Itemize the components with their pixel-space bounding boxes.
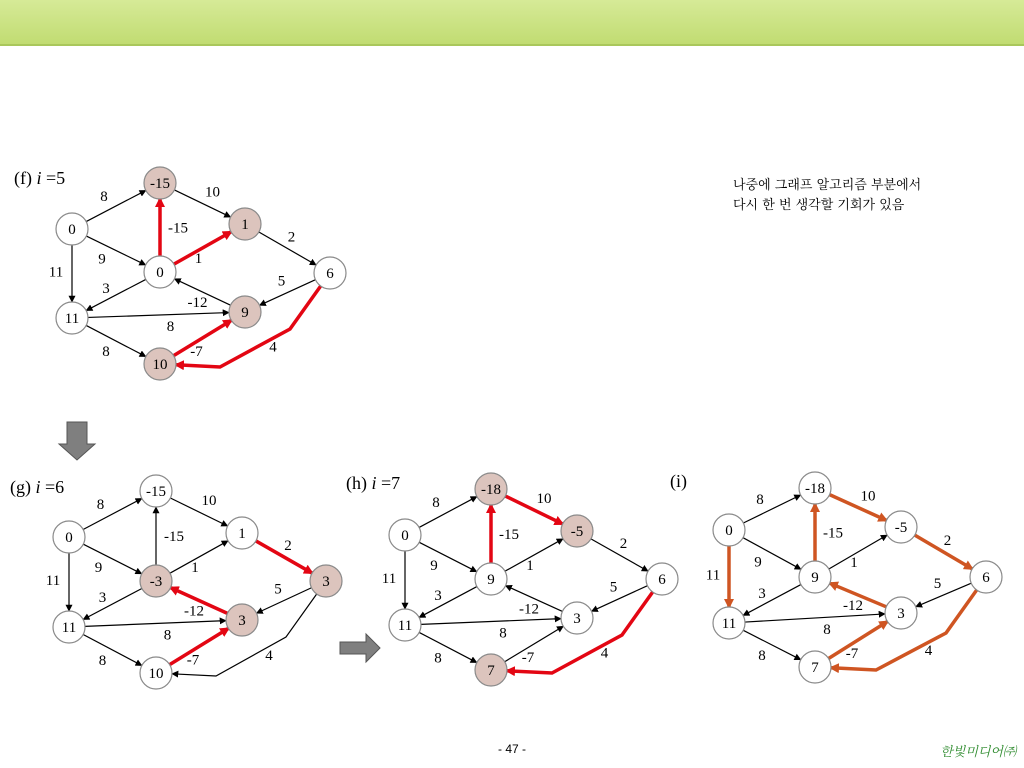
node-value: 11 [64,311,80,327]
graph-node [56,302,88,334]
down-arrow-icon [59,422,95,460]
node-value: 10 [148,666,164,682]
edge-weight: 1 [526,558,534,574]
edge-weight: -15 [823,525,843,542]
node-value: 10 [152,357,168,373]
graph-edge [170,498,227,526]
graph-edge [419,587,477,618]
node-value: -18 [481,482,501,498]
edge-weight: 11 [48,264,64,281]
edge-weight: 10 [201,493,217,509]
edge-weight: 9 [754,554,762,571]
edge-weight: 1 [191,560,199,576]
graph-node [53,521,85,553]
edge-weight: -12 [184,603,204,620]
node-value: 7 [811,660,819,676]
edge-weight: -7 [845,646,859,662]
node-value: -15 [150,176,170,192]
graph-node [885,511,917,543]
graph-node [713,607,745,639]
note-line-2: 다시 한 번 생각할 기회가 있음 [733,198,905,213]
edge-weight: 5 [277,273,286,290]
graph-node [646,563,678,595]
graph-node [885,597,917,629]
edge-weight: 8 [98,653,107,669]
graph-edge [85,621,226,627]
edge-weight: 10 [860,488,876,505]
edge-weight: 8 [499,625,507,642]
graph-node [475,473,507,505]
graph-edge [745,614,885,622]
edge-weight: 8 [163,627,172,644]
edge-weight: 3 [98,590,107,606]
graph-node [140,475,172,507]
path-edge [505,496,562,524]
edge-weight: 1 [194,251,203,267]
graph-node [389,519,421,551]
edge-weight: 3 [434,588,442,604]
graph-node [140,565,172,597]
graph-edge [86,190,146,221]
edge-weight: 8 [434,650,442,667]
edge-weight: 8 [96,497,105,513]
panel-h [346,473,678,686]
edge-weight: 4 [269,339,277,356]
edge-weight: -12 [519,601,539,618]
panel-label: (f) i =5 [14,168,66,188]
graph-node [310,565,342,597]
node-value: 0 [401,528,409,544]
node-value: 1 [241,217,249,233]
edge-weight: 1 [850,555,858,571]
edge-weight: 8 [756,492,764,508]
graph-edge [83,544,141,574]
graph-node [226,517,258,549]
node-value: 6 [326,266,334,282]
graph-edge [83,588,142,619]
graph-node [389,609,421,641]
page-number: - 47 - [497,742,526,756]
node-value: 0 [68,222,76,238]
edge-weight: 11 [45,573,61,589]
graph-edge [174,190,230,217]
node-value: 7 [487,663,495,679]
graph-edge [505,539,563,571]
panel-label: (h) i =7 [346,473,401,493]
graph-edge [86,236,145,265]
graph-edge [257,588,312,614]
node-value: 0 [65,530,73,546]
panel-label: (g) i =6 [10,477,65,497]
node-value: -5 [570,524,584,540]
graph-node [314,257,346,289]
graph-edge [743,585,801,616]
graph-edge [743,630,801,659]
node-value: 3 [573,611,581,627]
graph-edge [743,495,800,523]
graph-node [144,256,176,288]
graph-node [140,657,172,689]
graph-node [226,604,258,636]
side-note [733,176,1003,216]
edge-weight: 11 [705,567,721,584]
node-value: 9 [811,570,819,586]
panel-label: (i) [670,471,687,491]
graph-edge [260,280,316,306]
graph-edge [421,619,561,625]
graph-edge [86,325,146,356]
graph-node [56,213,88,245]
edge-weight: 11 [381,571,397,587]
edge-weight: 2 [943,533,952,549]
node-value: 6 [658,572,666,588]
node-value: -3 [149,574,163,590]
edge-weight: -15 [164,529,184,545]
graph-node [561,602,593,634]
node-value: 9 [487,572,495,588]
note-line-1: 나중에 그래프 알고리즘 부분에서 [733,178,922,193]
node-value: 3 [238,613,246,629]
right-arrow-icon [340,634,380,662]
edge-weight: 2 [619,536,628,552]
edge-weight: 9 [94,560,103,576]
edge-weight: 10 [205,184,220,201]
edge-weight: -12 [843,598,863,614]
edge-weight: 3 [758,586,766,602]
graph-edge [743,538,801,570]
edge-weight: 5 [274,581,282,598]
edge-weight: 2 [287,229,296,246]
node-value: 0 [725,523,733,539]
edge-weight: -7 [186,652,200,669]
node-value: 1 [238,526,246,542]
graph-node [799,651,831,683]
edge-weight: 3 [102,281,110,297]
edge-weight: 4 [600,645,609,662]
edge-weight: -15 [168,220,188,237]
graph-edge [419,497,477,528]
graph-node [53,611,85,643]
graph-edge [419,542,477,571]
node-value: -5 [894,520,908,536]
node-value: 9 [241,305,249,321]
panel-i [670,471,1002,683]
graph-node [970,561,1002,593]
graph-node [229,208,261,240]
edge-weight: 8 [432,495,440,511]
node-value: 11 [397,618,413,634]
node-value: -15 [146,484,166,500]
node-value: 6 [982,570,990,586]
graph-node [799,561,831,593]
edge-weight: -12 [187,295,208,311]
edge-weight: 4 [924,643,933,659]
graph-edge [592,586,648,612]
graph-edge [419,632,477,662]
graph-edge [86,279,146,310]
graph-node [713,514,745,546]
graph-edge [916,583,972,607]
graph-node [144,167,176,199]
node-value: 3 [322,574,330,590]
path-edge [830,495,887,521]
edge-weight: 8 [100,189,108,205]
graph-edge [170,541,228,573]
edge-weight: 8 [166,319,175,335]
graph-node [561,515,593,547]
graph-edge [83,498,142,529]
graph-node [144,348,176,380]
path-edge [174,232,231,264]
graph-node [229,296,261,328]
graph-node [475,654,507,686]
edge-weight: 9 [430,558,438,574]
edge-weight: 8 [102,344,110,360]
edge-weight: -7 [521,650,535,666]
node-value: 11 [721,616,737,632]
edge-weight: 9 [98,251,106,268]
graph-node [475,563,507,595]
edge-weight: -7 [190,344,203,360]
edge-weight: 2 [284,538,292,554]
panel-f [14,167,346,380]
node-value: -18 [805,481,825,497]
node-value: 0 [156,265,164,281]
edge-weight: 8 [823,622,831,638]
edge-weight: 4 [265,648,273,664]
graph-edge [83,634,142,665]
publisher-logo: 한빛미디어㈜ [940,745,1016,760]
node-value: 11 [61,620,77,636]
edge-weight: 5 [609,579,618,596]
edge-weight: 5 [933,576,942,592]
node-value: 3 [897,606,905,622]
graph-edge [88,313,229,318]
edge-weight: 10 [536,491,552,507]
edge-weight: -15 [499,527,519,543]
edge-weight: 8 [758,648,766,664]
graph-node [799,472,831,504]
panel-g [10,475,342,689]
